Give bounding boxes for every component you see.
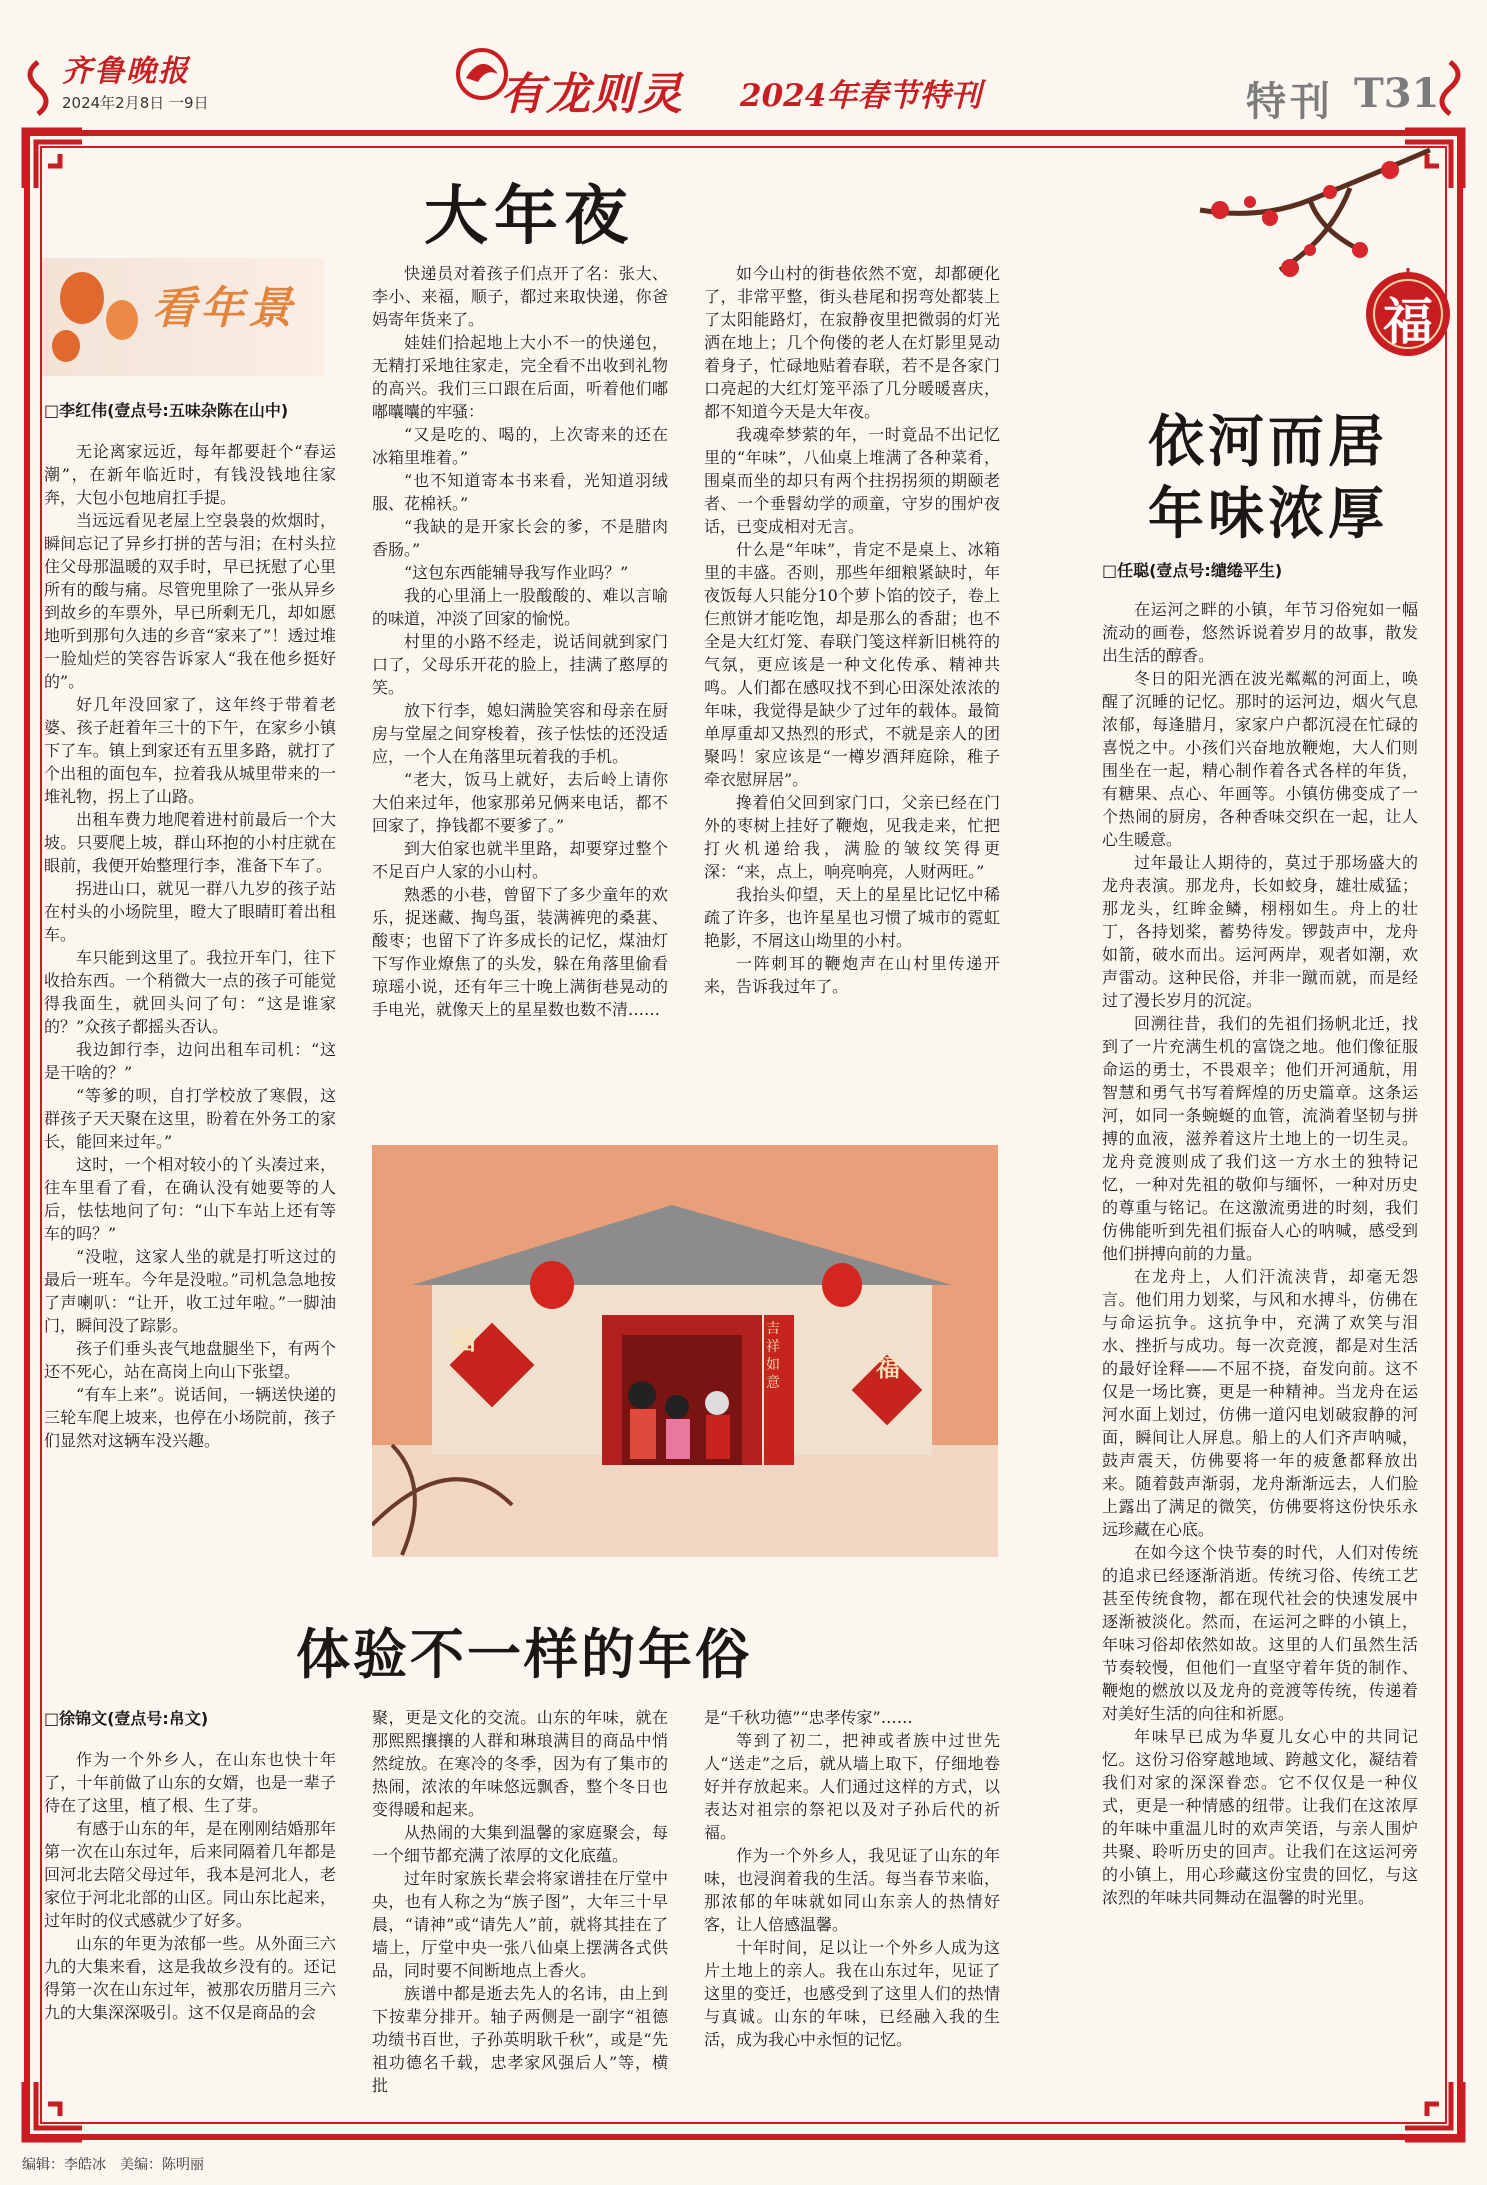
article1-byline: □李红伟(壹点号:五味杂陈在山中): [44, 401, 289, 420]
banner-title: 有龙则灵: [500, 69, 684, 120]
illustration-fu-left: 福: [448, 1323, 477, 1356]
paragraph: 在龙舟上，人们汗流浃背，却毫无怨言。他们用力划桨，与风和水搏斗，仿佛在与命运抗争。这抗争中，充满了欢笑与泪水、挫折与成功。每一次竞渡，都是对生活的最好诠释——不屈不挠，奋发向前。这不仅是一场比赛，更是一种精神。当龙舟在运河水面上划过，仿佛一道闪电划破寂静的河面，瞬间让人屏息。船上的人们齐声呐喊，鼓声震天，仿佛要将一年的疲惫都释放出来。随着鼓声渐弱，龙舟渐渐远去，人们脸上露出了满足的微笑，仿佛要将这份快乐永远珍藏在心底。: [1102, 1267, 1418, 1539]
paragraph: 在运河之畔的小镇，年节习俗宛如一幅流动的画卷，悠然诉说着岁月的故事，散发出生活的醇香。: [1102, 600, 1418, 665]
paragraph: 我边卸行李，边问出租车司机：“这是干啥的？”: [44, 1040, 336, 1082]
paragraph: 从热闹的大集到温馨的家庭聚会，每一个细节都充满了浓厚的文化底蕴。: [372, 1823, 668, 1865]
page-number: T31: [1354, 70, 1440, 117]
paragraph: 我的心里涌上一股酸酸的、难以言喻的味道，冲淡了回家的愉悦。: [372, 586, 668, 628]
paragraph: 当远远看见老屋上空袅袅的炊烟时，瞬间忘记了异乡打拼的苦与泪；在村头拉住父母那温暖的双手时，早已抚慰了心里所有的酸与痛。尽管兜里除了一张从异乡到故乡的车票外，早已所剩无几，却如愿地听到那句久违的乡音“家来了”！透过堆一脸灿烂的笑容告诉家人“我在他乡挺好的”。: [44, 511, 336, 691]
paragraph: 村里的小路不经走，说话间就到家门口了，父母乐开花的脸上，挂满了憨厚的笑。: [372, 632, 668, 697]
article3-headline-line1: 依河而居: [1148, 409, 1388, 475]
scroll-ornament-icon: [18, 58, 58, 118]
fu-badge-text: 福: [1383, 292, 1433, 351]
article3-byline: □任聪(壹点号:缱绻平生): [1102, 561, 1283, 580]
paragraph: 到大伯家也就半里路，却要穿过整个不足百户人家的小山村。: [372, 839, 668, 881]
paragraph: 搀着伯父回到家门口，父亲已经在门外的枣树上挂好了鞭炮，见我走来，忙把打火机递给我，满脸的皱纹笑得更深：“来，点上，响亮响亮，人财两旺。”: [704, 793, 1000, 881]
article2-column-3: [704, 1706, 1000, 2118]
paragraph: “也不知道寄本书来看，光知道羽绒服、花棉袄。”: [372, 471, 668, 513]
article3-column: [1102, 598, 1418, 2098]
paragraph: 作为一个外乡人，我见证了山东的年味，也浸润着我的生活。每当春节来临，那浓郁的年味就如同山东亲人的热情好客，让人倍感温馨。: [704, 1846, 1000, 1934]
article1-column-2: [372, 262, 668, 1122]
paragraph: 我魂牵梦萦的年，一时竟品不出记忆里的“年味”，八仙桌上堆满了各种菜肴，围桌而坐的却只有两个拄拐拐须的期颐老者、一个垂髫幼学的顽童，守岁的围炉夜话，已变成相对无言。: [704, 425, 1000, 536]
paragraph: “这包东西能辅导我写作业吗？”: [404, 563, 629, 582]
paragraph: 年味早已成为华夏儿女心中的共同记忆。这份习俗穿越地域、跨越文化，凝结着我们对家的深深眷恋。它不仅仅是一种仪式，更是一种情感的纽带。让我们在这浓厚的年味中重温儿时的欢声笑语，与亲人围炉共聚、聆听历史的回声。让我们在这运河旁的小镇上，用心珍藏这份宝贵的回忆，与这浓烈的年味共同舞动在温馨的时光里。: [1102, 1727, 1418, 1907]
paragraph: 过年最让人期待的，莫过于那场盛大的龙舟表演。那龙舟，长如蛟身，雄壮威猛；那龙头，红眸金鳞，栩栩如生。舟上的壮丁，各持划桨，蓄势待发。锣鼓声中，龙舟如箭，破水而出。运河两岸，观者如潮，欢声雷动。这种民俗，并非一蹴而就，而是经过了漫长岁月的沉淀。: [1102, 853, 1418, 1010]
article1-headline: 大年夜: [424, 179, 634, 254]
article3-headline-line2: 年味浓厚: [1148, 481, 1388, 547]
paragraph: “我缺的是开家长会的爹，不是腊肉香肠。”: [372, 517, 668, 559]
paragraph: 快递员对着孩子们点开了名：张大、李小、来福，顺子，都过来取快递，你爸妈寄年货来了。: [372, 264, 668, 329]
paragraph: 在如今这个快节奏的时代，人们对传统的追求已经逐渐消逝。传统习俗、传统工艺甚至传统食物，都在现代社会的快速发展中逐渐被淡化。然而，在运河之畔的小镇上，年味习俗却依然如故。这里的人们虽然生活节奏较慢，但他们一直坚守着年货的制作、鞭炮的燃放以及龙舟的竞渡等传统，传递着对美好生活的向往和祈愿。: [1102, 1543, 1418, 1723]
issue-date: 2024年2月8日 一9日: [62, 94, 209, 112]
kicker-label: 看年景: [152, 283, 296, 334]
paragraph: 回溯往昔，我们的先祖们扬帆北迁，找到了一片充满生机的富饶之地。他们像征服命运的勇士，不畏艰辛；他们开河通航，用智慧和勇气书写着辉煌的历史篇章。这条运河，如同一条蜿蜒的血管，流淌着坚韧与拼搏的血液，滋养着这片土地上的一切生灵。龙舟竞渡则成了我们这一方水土的独特记忆，一种对先祖的敬仰与缅怀，一种对历史的尊重与铭记。在这激流勇进的时刻，我们仿佛能听到先祖们振奋人心的呐喊，感受到他们拼搏向前的力量。: [1102, 1014, 1418, 1263]
paragraph: 有感于山东的年，是在刚刚结婚那年第一次在山东过年，后来同隔着几年都是回河北去陪父母过年，我本是河北人，老家位于河北北部的山区。同山东比起来，过年时的仪式感就少了好多。: [44, 1819, 336, 1930]
paragraph: 如今山村的街巷依然不宽，却都硬化了，非常平整，街头巷尾和拐弯处都装上了太阳能路灯，在寂静夜里把微弱的灯光洒在地上；几个佝偻的老人在灯影里晃动着身子，忙碌地贴着春联，若不是各家门口亮起的大红灯笼平添了几分暖暖喜庆，都不知道今天是大年夜。: [704, 264, 1000, 421]
masthead-name: 齐鲁晚报: [62, 54, 190, 89]
paragraph: 等到了初二，把神或者族中过世先人“送走”之后，就从墙上取下，仔细地卷好并存放起来。人们通过这样的方式，以表达对祖宗的祭祀以及对子孙后代的祈福。: [704, 1731, 1000, 1842]
paragraph: 我抬头仰望，天上的星星比记忆中稀疏了许多，也许星星也习惯了城市的霓虹艳影，不屑这山坳里的小村。: [704, 885, 1000, 950]
illustration-couplet: 吉祥如意: [766, 1321, 780, 1391]
paragraph: 好几年没回家了，这年终于带着老婆、孩子赶着年三十的下午，在家乡小镇下了车。镇上到家还有五里多路，就打了个出租的面包车，拉着我从城里带来的一堆礼物，拐上了山路。: [44, 695, 336, 806]
illustration-fu-right: 福: [876, 1353, 900, 1382]
article2-column-2: [372, 1706, 668, 2118]
paragraph: 孩子们垂头丧气地盘腿坐下，有两个还不死心，站在高岗上向山下张望。: [44, 1339, 336, 1381]
paragraph: 娃娃们拾起地上大小不一的快递包，无精打采地往家走，完全看不出收到礼物的高兴。我们三口跟在后面，听着他们嘟嘟囔囔的牢骚：: [372, 333, 668, 421]
paragraph: 过年时家族长辈会将家谱挂在厅堂中央，也有人称之为“族子图”，大年三十早晨，“请神”或“请先人”前，就将其挂在了墙上，厅堂中央一张八仙桌上摆满各式供品，同时要不间断地点上香火。: [372, 1869, 668, 1980]
article1-column-1: [44, 440, 336, 1570]
section-label: 特刊: [1246, 78, 1334, 125]
article2-column-1: [44, 1748, 336, 2118]
paragraph: 什么是“年味”，肯定不是桌上、冰箱里的丰盛。否则，那些年细粮紧缺时，年夜饭每人只能分10个萝卜馅的饺子，卷上仨煎饼才能吃饱，却是那么的香甜；也不全是大红灯笼、春联门笺这样新旧桃符的气氛，更应该是一种文化传承、精神共鸣。人们都在感叹找不到心田深处浓浓的年味，我觉得是缺少了过年的载体。最简单厚重却又热烈的形式，不就是亲人的团聚吗！家应该是“一樽岁酒拜庭除，稚子牵衣慰屏居”。: [704, 540, 1000, 789]
paragraph: “老大，饭马上就好，去后岭上请你大伯来过年，他家那弟兄俩来电话，都不回家了，挣钱都不要爹了。”: [372, 770, 668, 835]
paragraph: 无论离家远近，每年都要赶个“春运潮”，在新年临近时，有钱没钱地往家奔，大包小包地肩扛手提。: [44, 442, 336, 507]
paragraph: “没啦，这家人坐的就是打听这过的最后一班车。今年是没啦。”司机急急地按了声喇叭：“让开，收工过年啦。”一脚油门，瞬间没了踪影。: [44, 1247, 336, 1335]
paragraph: 族谱中都是逝去先人的名讳，由上到下按辈分排开。轴子两侧是一副字“祖德功绩书百世，子孙英明耿千秋”，或是“先祖功德名千载，忠孝家风强后人”等，横批: [372, 1984, 668, 2095]
article1-column-3: [704, 262, 1000, 1122]
paragraph: 作为一个外乡人，在山东也快十年了，十年前做了山东的女婿，也是一辈子待在了这里，植了根、生了芽。: [44, 1750, 336, 1815]
paragraph: 聚，更是文化的交流。山东的年味，就在那熙熙攘攘的人群和琳琅满目的商品中悄然绽放。在寒冷的冬季，因为有了集市的热闹，浓浓的年味悠远飘香，整个冬日也变得暖和起来。: [372, 1708, 668, 1819]
paragraph: “有车上来”。说话间，一辆送快递的三轮车爬上坡来，也停在小场院前，孩子们显然对这辆车没兴趣。: [44, 1385, 336, 1450]
paragraph: 山东的年更为浓郁一些。从外面三六九的大集来看，这是我故乡没有的。还记得第一次在山东过年，被那农历腊月三六九的大集深深吸引。这不仅是商品的会: [44, 1934, 336, 2022]
paragraph: 熟悉的小巷，曾留下了多少童年的欢乐，捉迷藏、掏鸟蛋，装满裤兜的桑葚、酸枣；也留下了许多成长的记忆，煤油灯下写作业燎焦了的头发，躲在角落里偷看琼瑶小说，还有年三十晚上满街巷晃动的手电光，就像天上的星星数也数不清……: [372, 885, 668, 1019]
paragraph: 一阵刺耳的鞭炮声在山村里传递开来，告诉我过年了。: [704, 954, 1000, 996]
paragraph: “等爹的呗，自打学校放了寒假，这群孩子天天聚在这里，盼着在外务工的家长，能回来过年。”: [44, 1086, 336, 1151]
paragraph: “又是吃的、喝的，上次寄来的还在冰箱里堆着。”: [372, 425, 668, 467]
paragraph: 放下行李，媳妇满脸笑容和母亲在厨房与堂屋之间穿梭着，孩子怯怯的还没适应，一个人在角落里玩着我的手机。: [372, 701, 668, 766]
paragraph: 是“千秋功德”“忠孝传家”……: [704, 1708, 913, 1727]
paragraph: 十年时间，足以让一个外乡人成为这片土地上的亲人。我在山东过年，见证了这里的变迁，也感受到了这里人们的热情与真诚。山东的年味，已经融入我的生活，成为我心中永恒的记忆。: [704, 1938, 1000, 2049]
banner-subtitle: 2024年春节特刊: [740, 78, 982, 114]
footer-editor-credit: 编辑：李皓冰 美编：陈明丽: [22, 2157, 204, 2173]
paragraph: 冬日的阳光洒在波光粼粼的河面上，唤醒了沉睡的记忆。那时的运河边，烟火气息浓郁，每逢腊月，家家户户都沉浸在忙碌的喜悦之中。小孩们兴奋地放鞭炮，大人们则围坐在一起，精心制作着各式各样的年货，有糖果、点心、年画等。小镇仿佛变成了一个热闹的厨房，各种香味交织在一起，让人心生暖意。: [1102, 669, 1418, 849]
paragraph: 拐进山口，就见一群八九岁的孩子站在村头的小场院里，瞪大了眼睛盯着出租车。: [44, 879, 336, 944]
paragraph: 车只能到这里了。我拉开车门，往下收拾东西。一个稍微大一点的孩子可能觉得我面生，就回头问了句：“这是谁家的？”众孩子都摇头否认。: [44, 948, 336, 1036]
paragraph: 出租车费力地爬着进村前最后一个大坡。只要爬上坡，群山环抱的小村庄就在眼前，我便开始整理行李，准备下车了。: [44, 810, 336, 875]
corner-ornament-icon: [18, 124, 88, 194]
article2-byline: □徐锦文(壹点号:帛文): [44, 1709, 209, 1728]
article2-headline: 体验不一样的年俗: [296, 1622, 752, 1686]
paragraph: 这时，一个相对较小的丫头凑过来，往车里看了看，在确认没有她要等的人后，怯怯地问了句：“山下车站上还有等车的吗？”: [44, 1155, 336, 1243]
scroll-ornament-icon: [1430, 58, 1470, 118]
